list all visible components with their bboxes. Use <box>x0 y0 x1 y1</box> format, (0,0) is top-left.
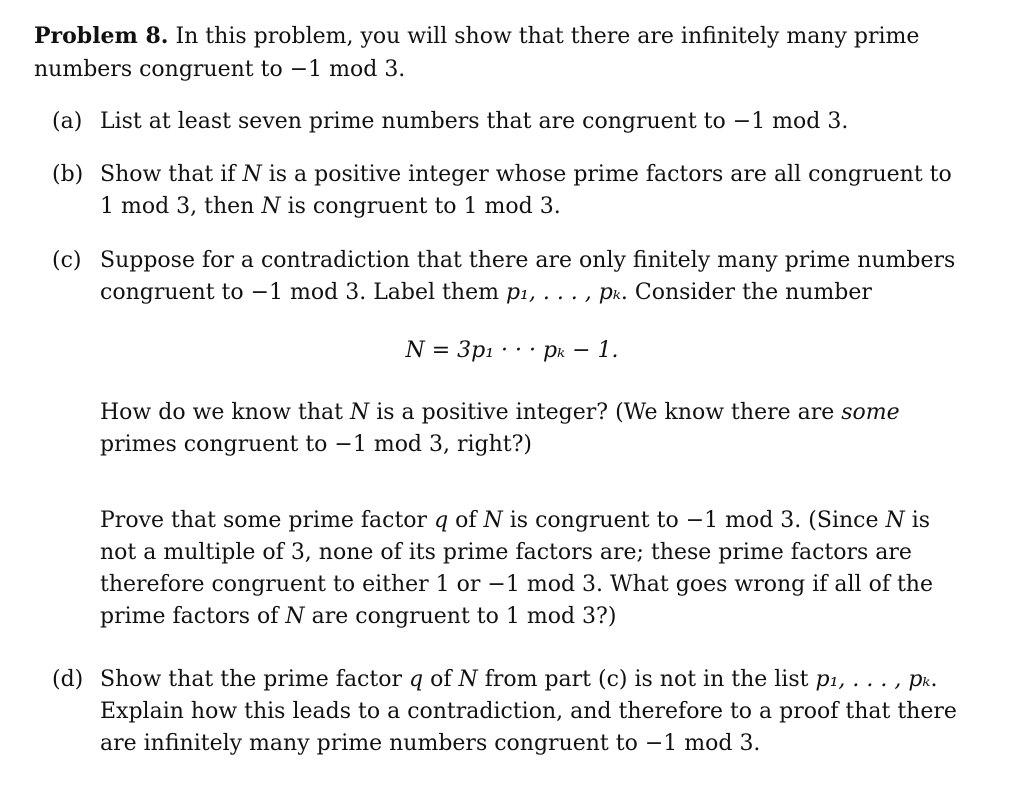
q2-var-n2: N <box>885 508 905 533</box>
part-d-marker: (d) <box>52 667 84 692</box>
q2-var-q: q <box>434 508 449 533</box>
part-a-text <box>100 106 962 138</box>
equation-text: N = 3p₁ · · · pₖ − 1. <box>405 338 619 363</box>
q2-t4: is not a multiple of 3, none of its prime factors are; these prime factors are therefore congruent to either 1 or −1 mod 3. What goes wrong if all of the prime factors of <box>100 508 933 629</box>
problem-intro <box>34 20 964 86</box>
part-a-marker: (a) <box>52 109 83 134</box>
part-c-text <box>100 245 962 309</box>
part-b-marker: (b) <box>52 162 84 187</box>
part-c-prime-list: p₁, . . . , pₖ <box>505 280 621 305</box>
part-b-var-n2: N <box>261 194 281 219</box>
part-c-question-prime-factor <box>100 505 962 633</box>
q1-t1: How do we know that <box>100 400 350 425</box>
part-b-text <box>100 159 962 223</box>
q2-var-n: N <box>483 508 503 533</box>
part-c-question-positive <box>100 397 962 461</box>
q1-t2: is a positive integer? (We know there are <box>369 400 842 425</box>
q1-emphasis: some <box>841 400 900 425</box>
problem-title: Problem 8. <box>34 23 169 49</box>
part-d-var-q: q <box>408 667 424 692</box>
equation-n <box>0 338 1024 363</box>
part-d-text <box>100 664 962 760</box>
part-d-t3: from part (c) is not in the list <box>477 667 816 692</box>
q2-t2: of <box>448 508 484 533</box>
q2-t1: Prove that some prime factor <box>100 508 435 533</box>
part-b-t3: is congruent to 1 mod 3. <box>280 194 561 219</box>
part-b-t2: is a positive integer whose prime factors are all congruent to 1 mod 3, then <box>100 162 952 219</box>
part-d-prime-list: p₁, . . . , pₖ <box>815 667 931 692</box>
part-c-t1: Suppose for a contradiction that there are only finitely many prime numbers congruent to −1 mod 3. Label them <box>100 248 956 305</box>
part-b-t1: Show that if <box>100 162 243 187</box>
q2-var-n3: N <box>285 604 305 629</box>
part-d-t4: . Explain how this leads to a contradiction, and therefore to a proof that there are infinitely many prime numbers congruent to −1 mod 3. <box>100 667 957 756</box>
part-b-var-n: N <box>242 162 262 187</box>
part-d-var-n: N <box>458 667 478 692</box>
part-d-t2: of <box>423 667 459 692</box>
part-c-marker: (c) <box>52 248 82 273</box>
q1-var-n: N <box>349 400 370 425</box>
part-a-sentence: List at least seven prime numbers that are congruent to −1 mod 3. <box>100 109 849 134</box>
q1-t3: primes congruent to −1 mod 3, right?) <box>100 432 533 457</box>
q2-t3: is congruent to −1 mod 3. (Since <box>502 508 886 533</box>
part-d-t1: Show that the prime factor <box>100 667 409 692</box>
problem-intro-text: In this problem, you will show that there are infinitely many prime numbers congruent to −1 mod 3. <box>34 24 920 82</box>
q2-t5: are congruent to 1 mod 3?) <box>304 604 617 629</box>
part-c-t2: . Consider the number <box>620 280 872 305</box>
